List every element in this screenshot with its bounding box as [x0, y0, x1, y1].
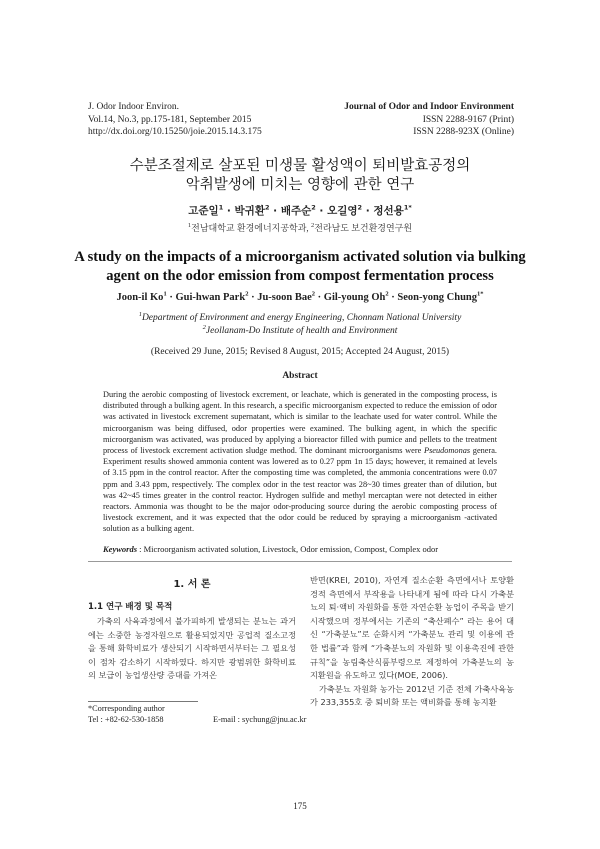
received-dates: (Received 29 June, 2015; Revised 8 August, 2015; Accepted 24 August, 2015): [150, 347, 450, 357]
genus-name: Pseudomonas: [424, 446, 471, 456]
body-paragraph: 반면(KREI, 2010), 자연계 질소순환 측면에서나 토양환경적 측면에서 부작용을 나타내게 됨에 따라 다시 가축분뇨의 퇴·액비 자원화를 통한 자연순환 농업이 주목을 받기 시작했으며 정부에서는 기존의 “축산폐수” 라는 용어 대신 “가축분뇨”로 순화시켜 “가축분뇨 관리 및 이용에 관한 법률”과 함께 “가축분뇨의 자원화 및 이용촉진에 관한 규칙”을 농림축산식품부령으로 제정하여 가축분뇨의 농지환원을 유도하고 있다(MOE, 2006).: [310, 575, 514, 681]
author-name: Gil-young Oh: [323, 292, 386, 303]
korean-affiliations: $^1$전남대학교 환경에너지공학과, $^2$전라남도 보건환경연구원: [187, 222, 413, 233]
author-name: 박귀환: [234, 205, 265, 217]
author-name: Ju-soon Bae: [257, 292, 312, 303]
section-divider: [88, 561, 512, 562]
korean-affil-1: 전남대학교 환경에너지공학과,: [191, 223, 311, 233]
korean-title-line1: 수분조절제로 살포된 미생물 활성액이 퇴비발효공정의: [129, 158, 471, 174]
section-heading: 1. 서 론: [173, 579, 211, 590]
subsection-heading: 1.1 연구 배경 및 목적: [88, 602, 173, 612]
english-affil-2: Jeollanam-Do Institute of health and Environment: [205, 325, 398, 336]
volume-pages: Vol.14, No.3, pp.175-181, September 2015: [88, 114, 252, 125]
english-title-line1: A study on the impacts of a microorganism activated solution via bulking: [74, 249, 526, 265]
body-paragraph: 가축의 사육과정에서 불가피하게 발생되는 분뇨는 과거에는 소중한 농경자원으로 활용되었지만 공업적 질소고정을 통해 화학비료가 생산되기 시작하면서부터는 그 필요성이 점차 감소하기 시작하였다. 하지만 광범위한 화학비료의 보급이 농업생산량 증대를 가져온: [88, 616, 296, 681]
body-paragraph: 가축분뇨 자원화 농가는 2012년 기준 전체 가축사육농가 233,355호 중 퇴비화 또는 액비화를 통해 농지환: [310, 683, 514, 708]
english-title: [70, 248, 530, 286]
journal-info: [254, 101, 514, 139]
author-email[interactable]: E-mail : sychung@jnu.ac.kr: [213, 715, 307, 724]
author-name: Gui-hwan Park: [175, 292, 246, 303]
keywords-label: Keywords: [103, 544, 137, 554]
body-right-column: [310, 574, 514, 710]
author-name: 정선용: [373, 205, 404, 217]
korean-authors: 고준일$^1$ · 박귀환$^2$ · 배주순$^2$ · 오길영$^2$ · 정선용$^{1*}$: [188, 203, 412, 217]
english-affil-1: Department of Environment and energy Engineering, Chonnam National University: [141, 313, 462, 323]
footnote-divider: [88, 701, 198, 702]
english-authors: Joon-il $Ko^1$ · Gui-hwan Park$^2$ · Ju-soon Bae$^2$ · Gil-young $Oh^2$ · Seon-yong Chung$^{1*}$: [116, 290, 484, 303]
author-name: Seon-yong Chung: [397, 292, 478, 303]
issn-online: ISSN 2288-923X (Online): [413, 127, 514, 137]
abstract-body: During the aerobic composting of livestock excrement, or leachate, which is generated in the composting process, is distributed through a bulking agent. In this research, a specific microorganism expected to reduce the emission of odor was activated in livestock excrement supernatant, which is similar to the leachate used for water control. While the microorganism was being diffused, odor properties were examined. The bulking agent, in which the specific microorganism was activated, was produced by applying a bioreactor filled with pumice and pellets to the treatment process of livestock excrement activation sludge method. The dominant microorganisms were Pseudomonas genera. Experiment results showed ammonia content was lowered as to 0.27 ppm 1n 15 days; however, it remained at levels of 3.15 ppm in the control reactor. After the composting time was completed, the ammonia concentrations were 0.07 ppm and 3.43 ppm, respectively. The complex odor in the test reactor was 28~30 times greater than of dilution, but was 42~45 times greater in the control reactor. Hydrogen sulfide and methyl mercaptan were not detected in either reactors. Ammonia was thought to be the major odor-producing source during the aerobic composting process of livestock excrement, and it was expected that the odor could be reduced by spraying a microorganism -activated solution as a bulking agent.: [103, 390, 497, 534]
journal-abbrev: J. Odor Indoor Environ.: [88, 102, 180, 112]
english-title-line2: agent on the odor emission from compost fermentation process: [106, 268, 494, 284]
abstract-heading: Abstract: [282, 371, 318, 381]
keywords-list: : Microorganism activated solution, Livestock, Odor emission, Compost, Complex odor: [137, 544, 439, 554]
korean-title-line2: 악취발생에 미치는 영향에 관한 연구: [185, 177, 415, 193]
author-tel: Tel : +82-62-530-1858: [88, 715, 164, 724]
korean-affil-2: 전라남도 보건환경연구원: [314, 223, 413, 233]
corresponding-label: *Corresponding author: [88, 704, 165, 713]
korean-title: [60, 157, 540, 195]
issn-print: ISSN 2288-9167 (Print): [422, 114, 514, 125]
keywords: [103, 544, 497, 554]
doi-link[interactable]: http://dx.doi.org/10.15250/joie.2015.14.3.175: [88, 127, 262, 137]
english-affiliations: $^1$Department of Environment and energy Engineering, Chonnam National University $^2$Jeollanam-Do Institute of health and Environment: [138, 310, 462, 336]
corresponding-author-footnote: [88, 703, 307, 725]
author-name: 배주순: [280, 205, 312, 217]
journal-name: Journal of Odor and Indoor Environment: [344, 102, 514, 112]
page-number: 175: [293, 801, 307, 811]
author-name: Joon-il Ko: [116, 292, 164, 303]
author-name: 오길영: [327, 205, 358, 217]
body-left-column: [88, 572, 296, 683]
author-name: 고준일: [188, 205, 219, 217]
